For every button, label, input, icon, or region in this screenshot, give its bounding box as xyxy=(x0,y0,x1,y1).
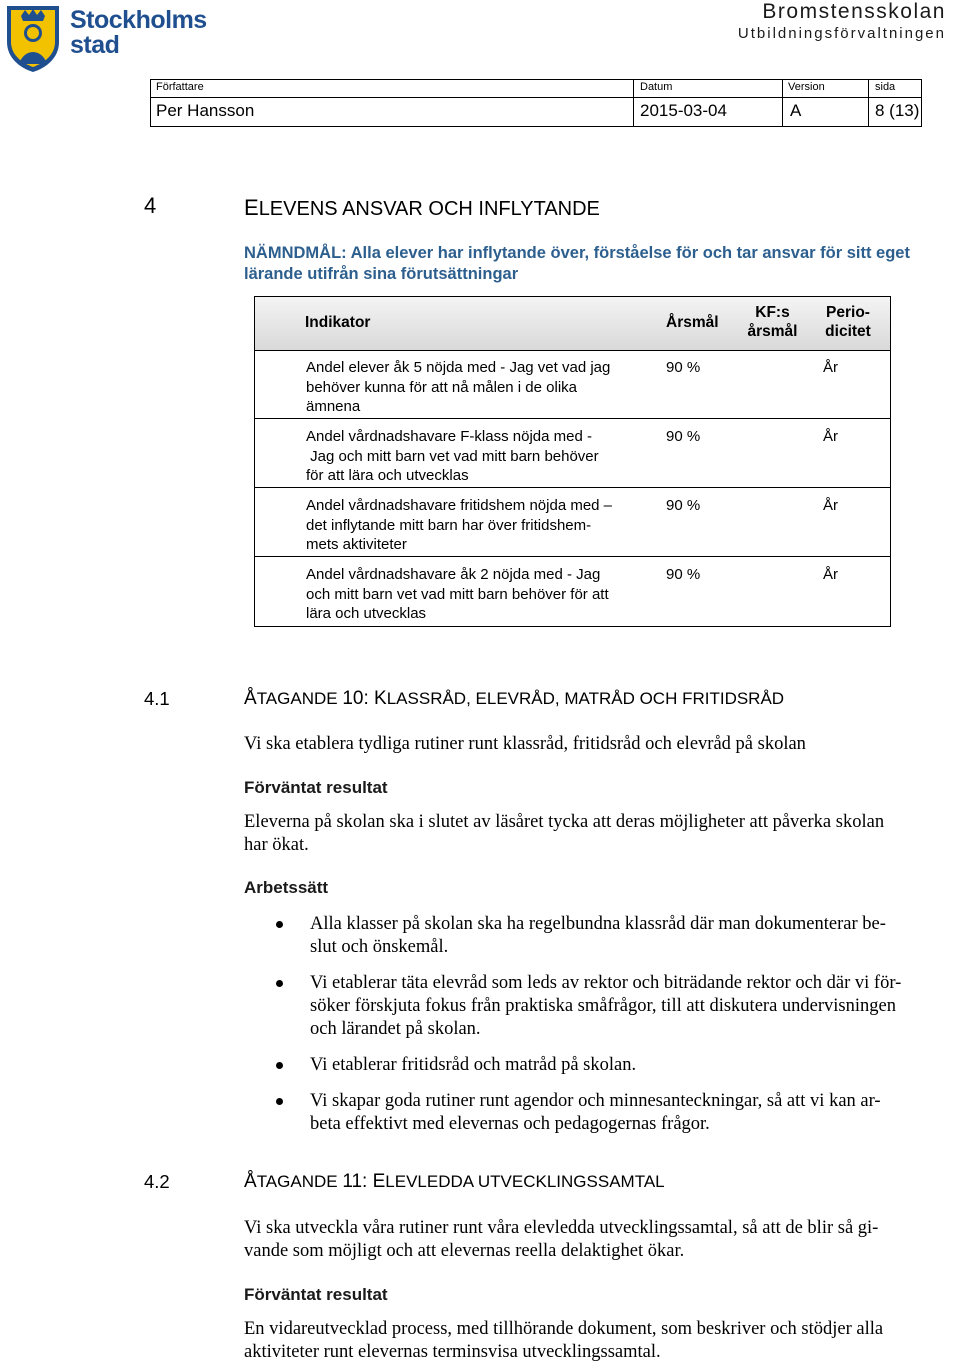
bullet-icon xyxy=(276,921,283,928)
table-row-3-target: 90 % xyxy=(666,497,701,514)
subsection-1-number: 4.1 xyxy=(144,688,170,709)
method-item-2-line3: och lärandet på skolan. xyxy=(310,1019,481,1039)
table-row-1-line3: ämnena xyxy=(306,398,361,415)
page-number: 8 (13) xyxy=(875,101,920,120)
indicator-table xyxy=(254,296,891,627)
subsection-1-title xyxy=(244,688,784,710)
bullet-icon xyxy=(276,1062,283,1069)
table-row-2-line2: Jag och mitt barn vet vad mitt barn behöver xyxy=(306,447,599,465)
header-kf-line1: KF:s xyxy=(755,304,790,321)
version-label: Version xyxy=(788,81,825,93)
table-row-4-line1: Andel vårdnadshavare åk 2 nöjda med - Jag xyxy=(306,566,601,583)
table-row-1-line1: Andel elever åk 5 nöjda med - Jag vet vad jag xyxy=(306,359,611,376)
table-row-2-period: År xyxy=(823,428,838,445)
document-meta-table xyxy=(150,79,922,127)
table-header xyxy=(255,297,890,351)
author-label: Författare xyxy=(156,81,204,93)
method-item-4-line1: Vi skapar goda rutiner runt agendor och minnesanteckningar, så att vi kan ar- xyxy=(310,1091,881,1111)
table-row-1-target: 90 % xyxy=(666,359,701,376)
table-row-4-line2: och mitt barn vet vad mitt barn behöver för att xyxy=(306,585,609,603)
bullet-icon xyxy=(276,980,283,987)
header-kf-line2: årsmål xyxy=(747,323,798,340)
table-row-3-line1: Andel vårdnadshavare fritidshem nöjda med – xyxy=(306,497,613,514)
sub1-title-a: Å xyxy=(244,688,257,709)
sub1-expected-line2: har ökat. xyxy=(244,835,309,855)
header-periodicity xyxy=(821,303,875,341)
sub2-title-b: TAGANDE xyxy=(256,1172,343,1191)
sub2-intro-line2: vande som möjligt och att elevernas reella delaktighet ökar. xyxy=(244,1241,685,1261)
sub2-expected-line1: En vidareutvecklad process, med tillhörande dokument, som beskriver och stödjer alla xyxy=(244,1319,884,1339)
logo-text-line2: stad xyxy=(70,31,120,59)
method-item-3-line1: Vi etablerar fritidsråd och matråd på skolan. xyxy=(310,1055,637,1075)
sub1-expected-line1: Eleverna på skolan ska i slutet av läsåret tycka att deras möjligheter att påverka skolan xyxy=(244,812,885,832)
logo-text xyxy=(70,8,207,58)
method-item-1-line2: slut och önskemål. xyxy=(310,937,449,957)
subsection-2-number: 4.2 xyxy=(144,1171,170,1192)
section-title-rest: LEVENS ANSVAR OCH INFLYTANDE xyxy=(258,198,600,220)
subsection-2-expected-text xyxy=(244,1318,883,1364)
table-row-4-indicator xyxy=(306,565,609,624)
sub2-title-c: 11: xyxy=(342,1171,373,1192)
subsection-1-method-heading: Arbetssätt xyxy=(244,878,329,897)
method-item-2 xyxy=(310,972,901,1041)
logo-text-line1: Stockholms xyxy=(70,6,207,34)
sub2-title-d: E xyxy=(372,1171,386,1192)
header-indicator: Indikator xyxy=(305,314,371,331)
method-item-3 xyxy=(310,1054,636,1077)
sub2-expected-line2: aktiviteter runt elevernas terminsvisa utvecklingssamtal. xyxy=(244,1342,661,1362)
subsection-2-expected-heading: Förväntat resultat xyxy=(244,1285,388,1304)
version-value: A xyxy=(790,101,802,120)
author-value: Per Hansson xyxy=(156,101,255,120)
date-value: 2015-03-04 xyxy=(640,101,727,120)
table-row-1-period: År xyxy=(823,359,838,376)
section-number: 4 xyxy=(144,193,157,218)
table-row-3-line3: mets aktiviteter xyxy=(306,536,407,553)
subsection-1-expected-text xyxy=(244,811,884,857)
sub1-title-b: TAGANDE xyxy=(256,689,343,708)
sub2-title-e: LEVLEDDA UTVECKLINGSSAMTAL xyxy=(385,1172,665,1191)
date-label: Datum xyxy=(640,81,673,93)
sub1-title-e: LASSRÅD, ELEVRÅD, MATRÅD OCH FRITIDSRÅD xyxy=(386,689,785,708)
table-row-2-line3: för att lära och utvecklas xyxy=(306,467,469,484)
header-kf-target xyxy=(745,303,800,341)
header-period-line2: dicitet xyxy=(825,323,871,340)
method-item-1-line1: Alla klasser på skolan ska ha regelbundna klassråd där man dokumenterar be- xyxy=(310,914,886,934)
subsection-2-title xyxy=(244,1171,665,1193)
table-row-4-line3: lära och utvecklas xyxy=(306,605,427,622)
header-target: Årsmål xyxy=(666,314,719,331)
page-label: sida xyxy=(875,81,896,93)
section-title-initial: E xyxy=(244,195,259,220)
stockholm-crest-icon xyxy=(4,2,62,74)
table-row-2-line1: Andel vårdnadshavare F-klass nöjda med - xyxy=(306,428,592,445)
school-name: Bromstensskolan xyxy=(762,0,946,23)
method-item-2-line1: Vi etablerar täta elevråd som leds av rektor och biträdande rektor och där vi för- xyxy=(310,973,902,993)
method-item-2-line2: söker förskjuta fokus från praktiska småfrågor, till att diskutera undervisningen xyxy=(310,996,896,1016)
table-row-1-indicator xyxy=(306,358,610,417)
section-title xyxy=(244,195,600,221)
committee-goal: NÄMNDMÅL: Alla elever har inflytande över, förståelse för och tar ansvar för sitt eget lärande utifrån sina förutsättningar xyxy=(244,244,910,283)
sub2-intro-line1: Vi ska utveckla våra rutiner runt våra elevledda utvecklingssamtal, så att de blir så gi- xyxy=(244,1218,879,1238)
header-period-line1: Perio- xyxy=(826,304,870,321)
subsection-1-intro: Vi ska etablera tydliga rutiner runt klassråd, fritidsråd och elevråd på skolan xyxy=(244,734,806,754)
subsection-2-intro xyxy=(244,1217,878,1263)
sub2-title-a: Å xyxy=(244,1171,257,1192)
table-row-2-target: 90 % xyxy=(666,428,701,445)
table-row-1-line2: behöver kunna för att nå målen i de olika xyxy=(306,378,578,396)
table-row-2-indicator xyxy=(306,427,599,486)
table-row-4-period: År xyxy=(823,566,838,583)
department-name: Utbildningsförvaltningen xyxy=(737,25,946,42)
bullet-icon xyxy=(276,1098,283,1105)
table-row-3-period: År xyxy=(823,497,838,514)
table-row-3-line2: det inflytande mitt barn har över fritidshem- xyxy=(306,516,592,534)
method-item-4 xyxy=(310,1090,881,1136)
subsection-1-expected-heading: Förväntat resultat xyxy=(244,778,388,797)
sub1-title-d: K xyxy=(374,688,387,709)
method-item-4-line2: beta effektivt med elevernas och pedagogernas frågor. xyxy=(310,1114,710,1134)
table-row-3-indicator xyxy=(306,496,612,555)
table-row-4-target: 90 % xyxy=(666,566,701,583)
sub1-title-c: 10: xyxy=(342,688,375,709)
method-item-1 xyxy=(310,913,886,959)
